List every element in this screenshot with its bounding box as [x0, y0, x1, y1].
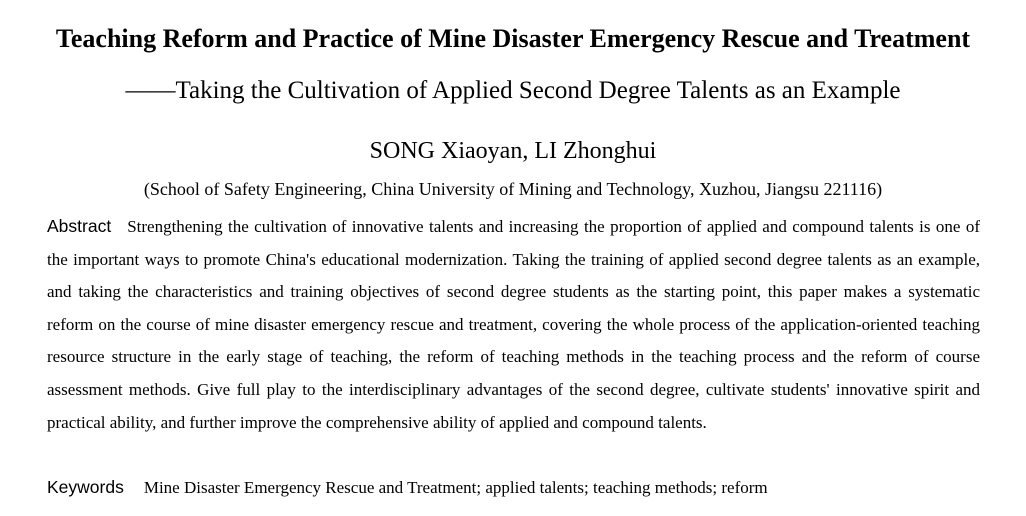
paper-title: Teaching Reform and Practice of Mine Disaster Emergency Rescue and Treatment	[55, 24, 971, 53]
abstract-section	[47, 210, 980, 439]
paper-authors: SONG Xiaoyan, LI Zhonghui	[369, 138, 657, 164]
abstract-text: Strengthening the cultivation of innovative talents and increasing the proportion of applied and compound talents is one of the important ways to promote China's educational modernization. Taking the training of applied second degree talents as an example, and taking the characteristics and training objectives of second degree students as the starting point, this paper makes a systematic reform on the course of mine disaster emergency rescue and treatment, covering the whole process of the application-oriented teaching resource structure in the early stage of teaching, the reform of teaching methods in the teaching process and the reform of course assessment methods. Give full play to the interdisciplinary advantages of the second degree, cultivate students' innovative spirit and practical ability, and further improve the comprehensive ability of applied and compound talents.	[47, 217, 980, 432]
paper-affiliation: (School of Safety Engineering, China University of Mining and Technology, Xuzhou, Jiangsu 221116)	[143, 179, 883, 199]
keywords-label: Keywords	[47, 477, 124, 497]
keywords-section	[47, 473, 980, 502]
abstract-label: Abstract	[47, 216, 112, 236]
paper-subtitle: ——Taking the Cultivation of Applied Second Degree Talents as an Example	[125, 77, 901, 104]
keywords-text: Mine Disaster Emergency Rescue and Treatment; applied talents; teaching methods; reform	[143, 478, 768, 497]
